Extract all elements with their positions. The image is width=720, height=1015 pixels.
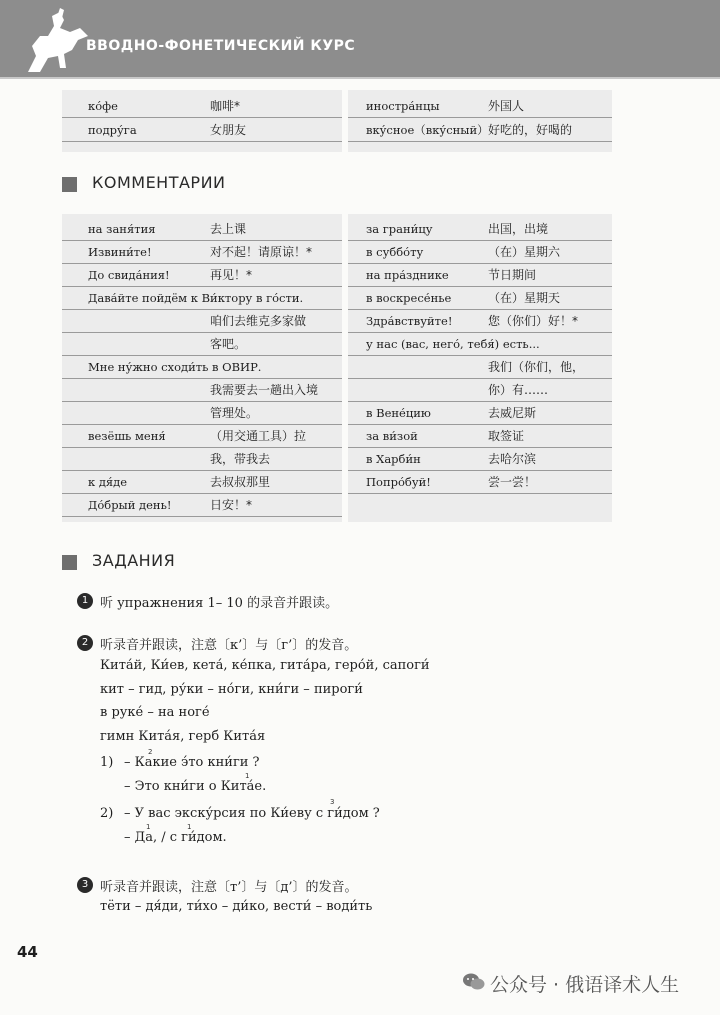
table-row [348, 264, 612, 287]
comment-ru: До́брый день! [88, 498, 172, 512]
intonation-mark: 1 [146, 823, 151, 831]
vocab-zh: 外国人 [488, 99, 525, 113]
table-row [348, 119, 612, 142]
comment-zh: （在）星期天 [488, 291, 561, 305]
comment-zh: 我需要去一趟出入境 [210, 383, 319, 397]
comment-zh: 去威尼斯 [488, 406, 537, 420]
comments-box-right [348, 214, 612, 522]
table-row [62, 402, 342, 425]
table-row [348, 333, 612, 356]
task-number-badge: 3 [77, 877, 93, 893]
table-row [62, 287, 342, 310]
comment-zh: 你）有…… [488, 383, 549, 397]
intonation-mark: 2 [148, 748, 153, 756]
table-row [348, 356, 612, 379]
vocab-ru: ко́фе [88, 99, 118, 113]
table-row [348, 402, 612, 425]
horse-rider-logo-icon [14, 6, 96, 76]
comment-zh: 去叔叔那里 [210, 475, 271, 489]
task-2-line: гимн Кита́я, герб Кита́я [100, 729, 266, 744]
comment-ru: в Харби́н [366, 452, 421, 466]
table-row [62, 356, 342, 379]
table-row [348, 287, 612, 310]
comment-ru: везёшь меня́ [88, 429, 166, 443]
table-row [62, 494, 342, 517]
table-row [348, 448, 612, 471]
watermark-text: 公众号 · 俄语译术人生 [490, 974, 680, 996]
comment-zh: 我，带我去 [210, 452, 271, 466]
table-row [62, 425, 342, 448]
task-3-text: 听录音并跟读，注意〔т’〕与〔д’〕的发音。 [100, 880, 358, 895]
comment-zh: 管理处。 [210, 406, 259, 420]
dialog-line: – Это кни́ги о Кита́е. [124, 779, 267, 794]
table-row [62, 119, 342, 142]
task-2-text: 听录音并跟读，注意〔к’〕与〔г’〕的发音。 [100, 638, 358, 653]
tasks-title: ЗАДАНИЯ [92, 551, 176, 570]
table-row [348, 95, 612, 118]
task-2-line: Кита́й, Ки́ев, кета́, ке́пка, гита́ра, геро́й, сапоги́ [100, 658, 430, 673]
comment-ru: за ви́зой [366, 429, 418, 443]
vocab-ru: подру́га [88, 123, 137, 137]
comment-zh: 节日期间 [488, 268, 537, 282]
table-row [62, 264, 342, 287]
dialog-line: – Какие э́то кни́ги ? [124, 755, 260, 770]
comments-title: КОММЕНТАРИИ [92, 173, 226, 192]
vocab-zh: 咖啡* [210, 99, 241, 113]
table-row [348, 310, 612, 333]
comment-ru: Извини́те! [88, 245, 152, 259]
intonation-mark: 1 [245, 772, 250, 780]
table-row [348, 379, 612, 402]
comment-zh: （在）星期六 [488, 245, 561, 259]
task-1-text: 听 упражнения 1– 10 的录音并跟读。 [100, 596, 339, 611]
table-row [62, 333, 342, 356]
table-row [348, 241, 612, 264]
comment-ru: в суббо́ту [366, 245, 424, 259]
comment-zh: 对不起！请原谅！* [210, 245, 313, 259]
vocab-box-right [348, 90, 612, 152]
task-2-line: в руке́ – на ноге́ [100, 705, 210, 720]
wechat-icon [462, 972, 486, 992]
comment-zh: 尝一尝！ [488, 475, 537, 489]
comment-ru: за грани́цу [366, 222, 433, 236]
vocab-zh: 好吃的，好喝的 [488, 123, 573, 137]
comment-zh: 咱们去维克多家做 [210, 314, 307, 328]
task-2-line: кит – гид, ру́ки – но́ги, кни́ги – пироги́ [100, 682, 363, 697]
vocab-ru: вку́сное（вку́сный） [366, 123, 489, 137]
comment-ru: на пра́зднике [366, 268, 449, 282]
table-row [62, 310, 342, 333]
table-row [348, 425, 612, 448]
dialog-number: 2) [100, 806, 114, 821]
comment-zh: 去上课 [210, 222, 247, 236]
task-number-badge: 1 [77, 593, 93, 609]
comment-ru: До свида́ния! [88, 268, 170, 282]
intonation-mark: 3 [330, 798, 335, 806]
comment-ru: Мне ну́жно сходи́ть в ОВИР. [88, 360, 262, 374]
comment-ru: на заня́тия [88, 222, 156, 236]
task-3-line: тёти – дя́ди, ти́хо – ди́ко, вести́ – води́ть [100, 899, 373, 914]
dialog-number: 1) [100, 755, 114, 770]
dialog-line: – У вас экску́рсия по Ки́еву с ги́дом ? [124, 806, 380, 821]
comment-ru: к дя́де [88, 475, 128, 489]
comment-zh: 出国，出境 [488, 222, 549, 236]
table-row [62, 241, 342, 264]
comment-zh: 去哈尔滨 [488, 452, 537, 466]
comment-ru: Дава́йте пойдём к Ви́ктору в го́сти. [88, 291, 304, 305]
comment-zh: 您（你们）好！* [488, 314, 579, 328]
table-row [62, 218, 342, 241]
dialog-line: – Да, / с ги́дом. [124, 830, 227, 845]
section-square-icon [62, 555, 77, 570]
table-row [62, 379, 342, 402]
course-title: ВВОДНО-ФОНЕТИЧЕСКИЙ КУРС [86, 38, 356, 54]
comment-ru: в Вене́цию [366, 406, 431, 420]
comment-ru: в воскресе́нье [366, 291, 452, 305]
comment-ru: у нас (вас, него́, тебя́) есть... [366, 337, 540, 351]
vocab-box-left [62, 90, 342, 152]
table-row [348, 471, 612, 494]
table-row [348, 218, 612, 241]
table-row [62, 471, 342, 494]
comment-zh: 我们（你们，他， [488, 360, 585, 374]
comment-zh: 日安！* [210, 498, 253, 512]
comment-ru: Попро́буй! [366, 475, 431, 489]
section-square-icon [62, 177, 77, 192]
vocab-zh: 女朋友 [210, 123, 247, 137]
vocab-ru: иностра́нцы [366, 99, 440, 113]
comment-zh: 客吧。 [210, 337, 247, 351]
comment-zh: （用交通工具）拉 [210, 429, 307, 443]
comments-box-left [62, 214, 342, 522]
intonation-mark: 1 [187, 823, 192, 831]
comment-zh: 再见！* [210, 268, 253, 282]
header-divider [0, 77, 720, 79]
page-header [0, 0, 720, 77]
task-number-badge: 2 [77, 635, 93, 651]
table-row [62, 95, 342, 118]
page-number: 44 [17, 943, 38, 961]
table-row [62, 448, 342, 471]
comment-zh: 取签证 [488, 429, 525, 443]
comment-ru: Здра́вствуйте! [366, 314, 453, 328]
